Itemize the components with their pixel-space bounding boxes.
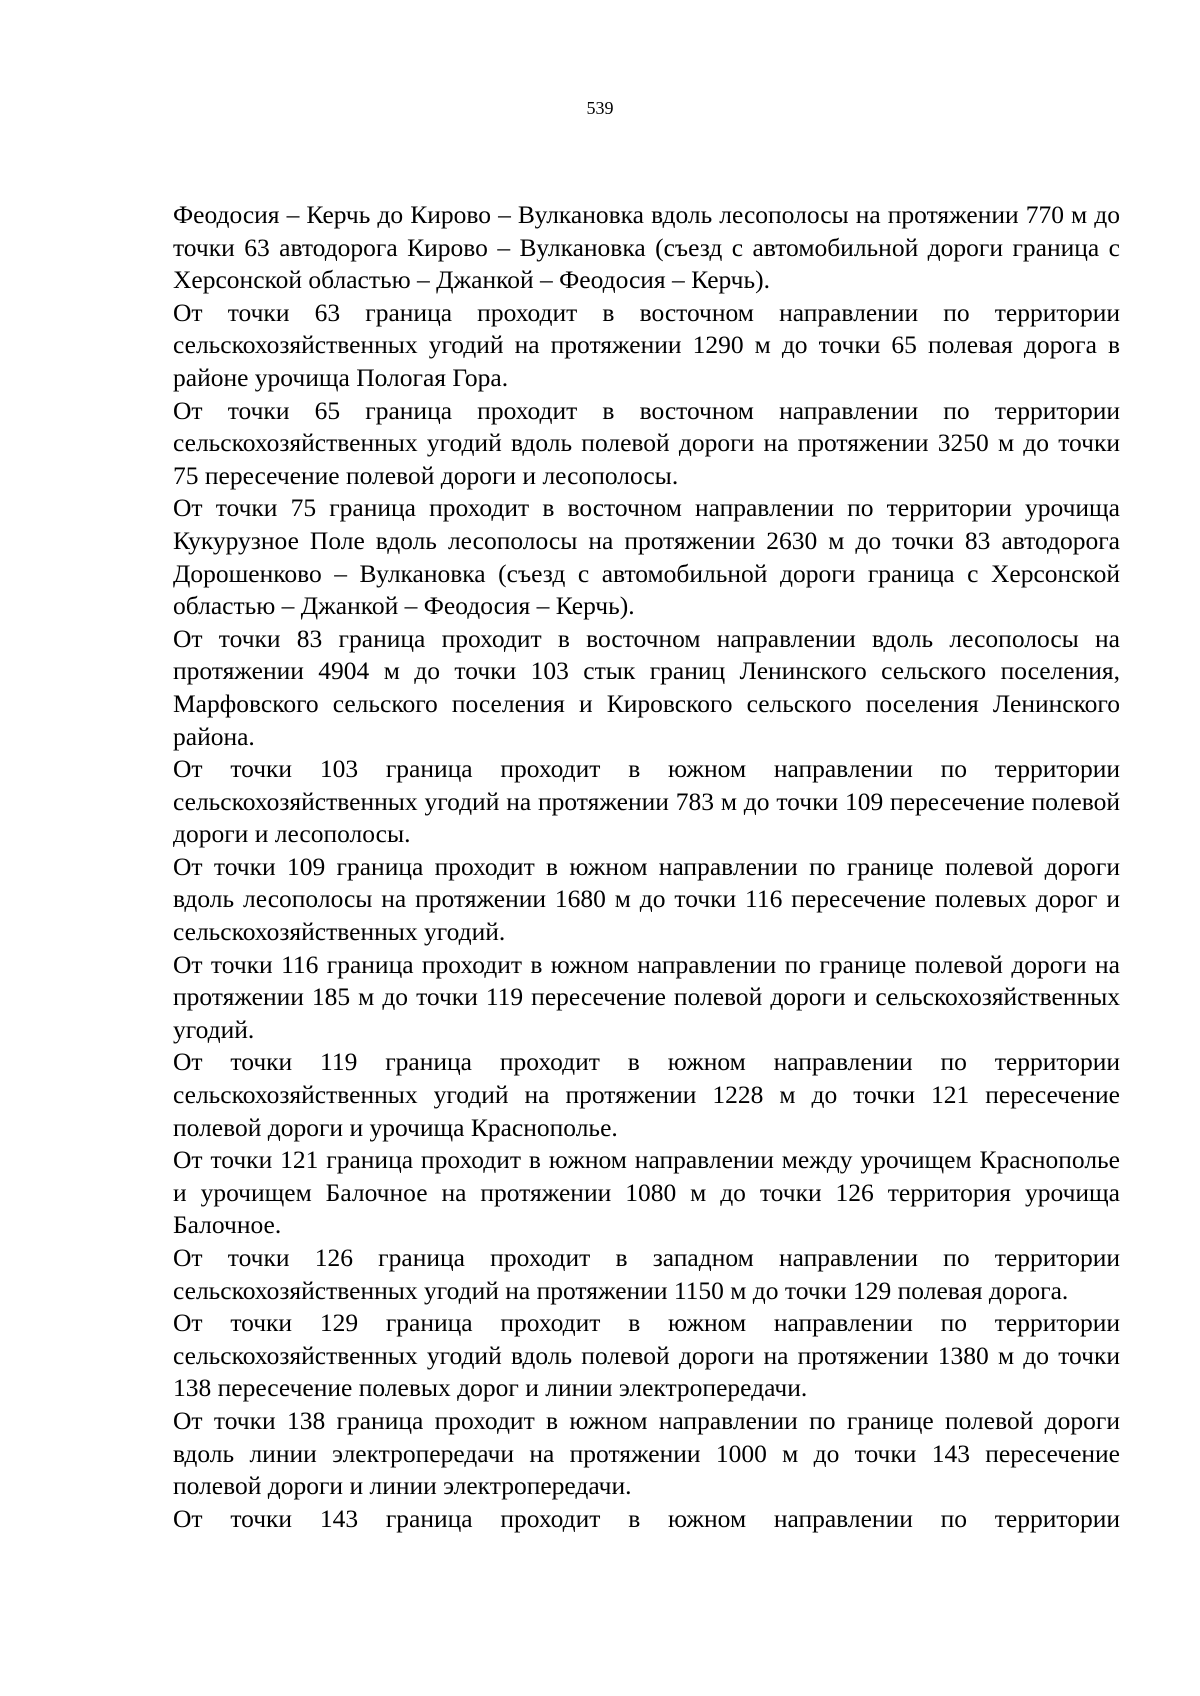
paragraph: От точки 116 граница проходит в южном направлении по границе полевой дороги на протяжении 185 м до точки 119 пересечение полевой дороги и сельскохозяйственных угодий. bbox=[173, 949, 1120, 1044]
page-number: 539 bbox=[586, 98, 614, 118]
paragraph: От точки 103 граница проходит в южном направлении по территории сельскохозяйственных угодий на протяжении 783 м до точки 109 пересечение полевой дороги и лесополосы. bbox=[173, 754, 1120, 849]
paragraph: От точки 75 граница проходит в восточном направлении по территории урочища Кукурузное Поле вдоль лесополосы на протяжении 2630 м до точки 83 автодорога Дорошенково – Вулкановка (съезд с автомобильной дороги граница с Херсонской областью – Джанкой – Феодосия – Керчь). bbox=[173, 493, 1120, 621]
paragraph: Феодосия – Керчь до Кирово – Вулкановка вдоль лесополосы на протяжении 770 м до точки 63 автодорога Кирово – Вулкановка (съезд с автомобильной дороги граница с Херсонской областью – Джанкой – Феодосия – Керчь). bbox=[173, 200, 1120, 295]
paragraph: От точки 143 граница проходит в южном направлении по территории bbox=[173, 1503, 1120, 1533]
paragraph: От точки 121 граница проходит в южном направлении между урочищем Краснополье и урочищем Балочное на протяжении 1080 м до точки 126 территория урочища Балочное. bbox=[173, 1145, 1120, 1240]
paragraph: От точки 138 граница проходит в южном направлении по границе полевой дороги вдоль линии электропередачи на протяжении 1000 м до точки 143 пересечение полевой дороги и линии электропередачи. bbox=[173, 1405, 1120, 1501]
paragraph: От точки 129 граница проходит в южном направлении по территории сельскохозяйственных угодий вдоль полевой дороги на протяжении 1380 м до точки 138 пересечение полевых дорог и линии электропередачи. bbox=[173, 1308, 1120, 1403]
paragraph: От точки 126 граница проходит в западном направлении по территории сельскохозяйственных угодий на протяжении 1150 м до точки 129 полевая дорога. bbox=[173, 1243, 1120, 1305]
paragraph: От точки 83 граница проходит в восточном направлении вдоль лесополосы на протяжении 4904 м до точки 103 стык границ Ленинского сельского поселения, Марфовского сельского поселения и Кировского сельского поселения Ленинского района. bbox=[173, 623, 1120, 751]
document-body bbox=[173, 199, 1120, 1535]
paragraph: От точки 119 граница проходит в южном направлении по территории сельскохозяйственных угодий на протяжении 1228 м до точки 121 пересечение полевой дороги и урочища Краснополье. bbox=[173, 1047, 1120, 1142]
paragraph: От точки 63 граница проходит в восточном направлении по территории сельскохозяйственных угодий на протяжении 1290 м до точки 65 полевая дорога в районе урочища Пологая Гора. bbox=[173, 297, 1120, 392]
paragraph: От точки 65 граница проходит в восточном направлении по территории сельскохозяйственных угодий вдоль полевой дороги на протяжении 3250 м до точки 75 пересечение полевой дороги и лесополосы. bbox=[173, 395, 1120, 490]
paragraph: От точки 109 граница проходит в южном направлении по границе полевой дороги вдоль лесополосы на протяжении 1680 м до точки 116 пересечение полевых дорог и сельскохозяйственных угодий. bbox=[173, 851, 1120, 947]
